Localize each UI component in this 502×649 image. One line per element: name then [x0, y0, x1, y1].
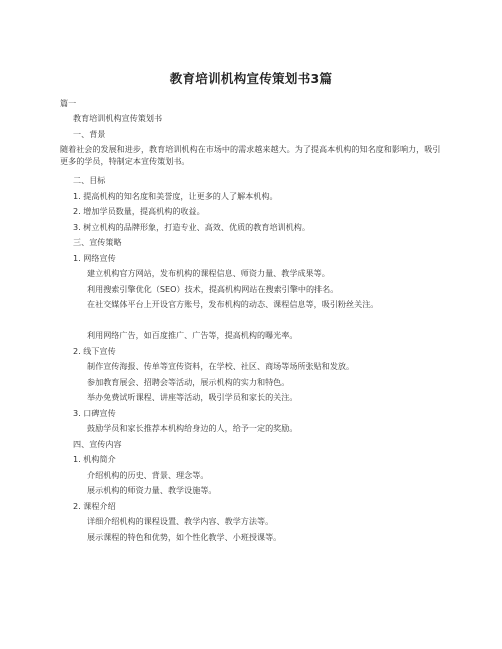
content-item: 展示机构的师资力量、教学设施等。: [87, 485, 217, 495]
content-item: 展示课程的特色和优势，如个性化教学、小班授课等。: [87, 532, 282, 542]
background-paragraph: 随着社会的发展和进步，教育培训机构在市场中的需求越来越大。为了提高本机构的知名度和影响力，吸引更多的学员，特制定本宣传策划书。: [60, 144, 441, 166]
goal-item: 1. 提高机构的知名度和美誉度，让更多的人了解本机构。: [73, 191, 278, 201]
section-heading-content: 四、宣传内容: [73, 439, 122, 449]
strategy-item: 参加教育展会、招聘会等活动，展示机构的实力和特色。: [87, 377, 290, 387]
goal-item: 3. 树立机构的品牌形象，打造专业、高效、优质的教育培训机构。: [73, 222, 310, 232]
strategy-item: 制作宣传海报、传单等宣传资料，在学校、社区、商场等场所张贴和发放。: [87, 361, 355, 371]
document-title: 教育培训机构宣传策划书3篇: [169, 71, 333, 86]
strategy-subheading: 2. 线下宣传: [73, 346, 116, 356]
strategy-item: 举办免费试听课程、讲座等活动，吸引学员和家长的关注。: [87, 392, 298, 402]
section-heading-background: 一、背景: [73, 129, 106, 139]
content-subheading: 1. 机构简介: [73, 454, 116, 464]
section-heading-goals: 二、目标: [73, 175, 106, 185]
strategy-item: 鼓励学员和家长推荐本机构给身边的人，给予一定的奖励。: [87, 423, 298, 433]
goal-item: 2. 增加学员数量，提高机构的收益。: [73, 206, 205, 216]
strategy-subheading: 1. 网络宣传: [73, 253, 116, 263]
content-item: 详细介绍机构的课程设置、教学内容、教学方法等。: [87, 516, 274, 526]
content-subheading: 2. 课程介绍: [73, 501, 116, 511]
section-heading-strategy: 三、宣传策略: [73, 237, 122, 247]
strategy-item: 利用搜索引擎优化（SEO）技术，提高机构网站在搜索引擎中的排名。: [87, 284, 339, 294]
strategy-item: 建立机构官方网站，发布机构的课程信息、师资力量、教学成果等。: [87, 268, 330, 278]
part-heading: 篇一: [60, 98, 77, 108]
document-subtitle: 教育培训机构宣传策划书: [73, 113, 163, 123]
strategy-subheading: 3. 口碑宣传: [73, 408, 116, 418]
content-item: 介绍机构的历史、背景、理念等。: [87, 470, 209, 480]
strategy-item: 利用网络广告，如百度推广、广告等，提高机构的曝光率。: [87, 330, 298, 340]
strategy-item: 在社交媒体平台上开设官方账号，发布机构的动态、课程信息等，吸引粉丝关注。: [87, 299, 379, 309]
